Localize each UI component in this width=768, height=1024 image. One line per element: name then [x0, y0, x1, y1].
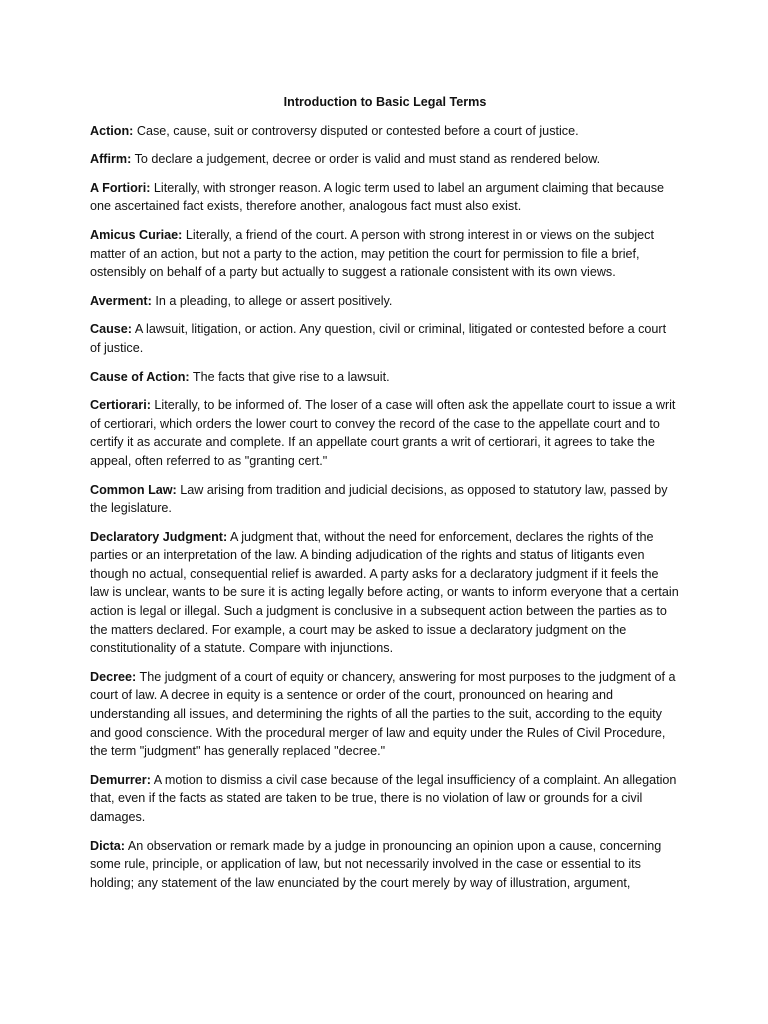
glossary-term: Amicus Curiae: [90, 227, 183, 242]
glossary-definition: A motion to dismiss a civil case because of the legal insufficiency of a complaint. An allegation that, even if the facts as stated are taken to be true, there is no violation of law or grounds for a civil damages. [90, 772, 677, 824]
glossary-entry [90, 837, 680, 893]
glossary-entry [90, 226, 680, 282]
glossary-entry [90, 396, 680, 470]
document-content [90, 93, 680, 902]
glossary-entry [90, 368, 680, 387]
glossary-term: Averment: [90, 293, 152, 308]
glossary-definition: Case, cause, suit or controversy disputed or contested before a court of justice. [136, 123, 579, 138]
glossary-definition: Law arising from tradition and judicial decisions, as opposed to statutory law, passed by the legislature. [90, 482, 668, 516]
glossary-entry [90, 292, 680, 311]
glossary-definition: An observation or remark made by a judge in pronouncing an opinion upon a cause, concerning some rule, principle, or application of law, but not necessarily involved in the case or essential to its holding; any statement of the law enunciated by the court merely by way of illustration, argument, [90, 838, 662, 890]
glossary-definition: Literally, a friend of the court. A person with strong interest in or views on the subject matter of an action, but not a party to the action, may petition the court for permission to file a brief, ostensibly on behalf of a party but actually to suggest a rationale consistent with its own views. [90, 227, 654, 280]
glossary-definition: The facts that give rise to a lawsuit. [192, 369, 390, 384]
glossary-term: Dicta: [90, 838, 125, 853]
glossary-entry [90, 320, 680, 357]
glossary-term: Cause: [90, 322, 132, 337]
glossary-entry [90, 122, 680, 141]
glossary-entry [90, 481, 680, 518]
glossary-term: Action: [90, 123, 134, 138]
glossary-definition: The judgment of a court of equity or chancery, answering for most purposes to the judgment of a court of law. A decree in equity is a sentence or order of the court, pronounced on hearing and understanding all issues, and determining the rights of all the parties to the suit, according to the equity and good conscience. With the procedural merger of law and equity under the Rules of Civil Procedure, the term "judgment" has generally replaced "decree." [90, 669, 676, 759]
glossary-definition: A judgment that, without the need for enforcement, declares the rights of the parties or an interpretation of the law. A binding adjudication of the rights and status of litigants even though no actual, consequential relief is awarded. A party asks for a declaratory judgment if it feels the law is unclear, wants to be sure it is acting legally before acting, or wants to inform everyone that a certain action is legal or illegal. Such a judgment is conclusive in a subsequent action between the parties as to the matters declared. For example, a court may be asked to issue a declaratory judgment on the constitutionality of a statute. Compare with injunctions. [90, 529, 679, 656]
glossary-definition: Literally, to be informed of. The loser of a case will often ask the appellate court to issue a writ of certiorari, which orders the lower court to convey the record of the case to the appellate court and to certify it as accurate and complete. If an appellate court grants a writ of certiorari, it agrees to take the appeal, often referred to as "granting cert." [90, 398, 676, 468]
glossary-term: Affirm: [90, 152, 132, 167]
glossary-entry [90, 668, 680, 761]
glossary-definition: A lawsuit, litigation, or action. Any question, civil or criminal, litigated or contested before a court of justice. [90, 322, 667, 355]
glossary-term: Decree: [90, 669, 137, 684]
glossary-term: A Fortiori: [90, 180, 151, 195]
glossary-term: Certiorari: [90, 398, 151, 413]
glossary-entry [90, 150, 680, 169]
glossary-term: Declaratory Judgment: [90, 529, 228, 544]
glossary-term: Cause of Action: [90, 369, 190, 384]
document-title: Introduction to Basic Legal Terms [283, 95, 487, 109]
glossary-definition: In a pleading, to allege or assert positively. [155, 293, 393, 308]
glossary-definition: To declare a judgement, decree or order is valid and must stand as rendered below. [134, 152, 601, 167]
glossary-term: Demurrer: [90, 772, 151, 787]
glossary-entry [90, 771, 680, 827]
glossary-term: Common Law: [90, 482, 177, 497]
glossary-definition: Literally, with stronger reason. A logic term used to label an argument claiming that because one ascertained fact exists, therefore another, analogous fact must also exist. [90, 180, 664, 214]
glossary-entry [90, 528, 680, 658]
glossary-entry [90, 179, 680, 216]
